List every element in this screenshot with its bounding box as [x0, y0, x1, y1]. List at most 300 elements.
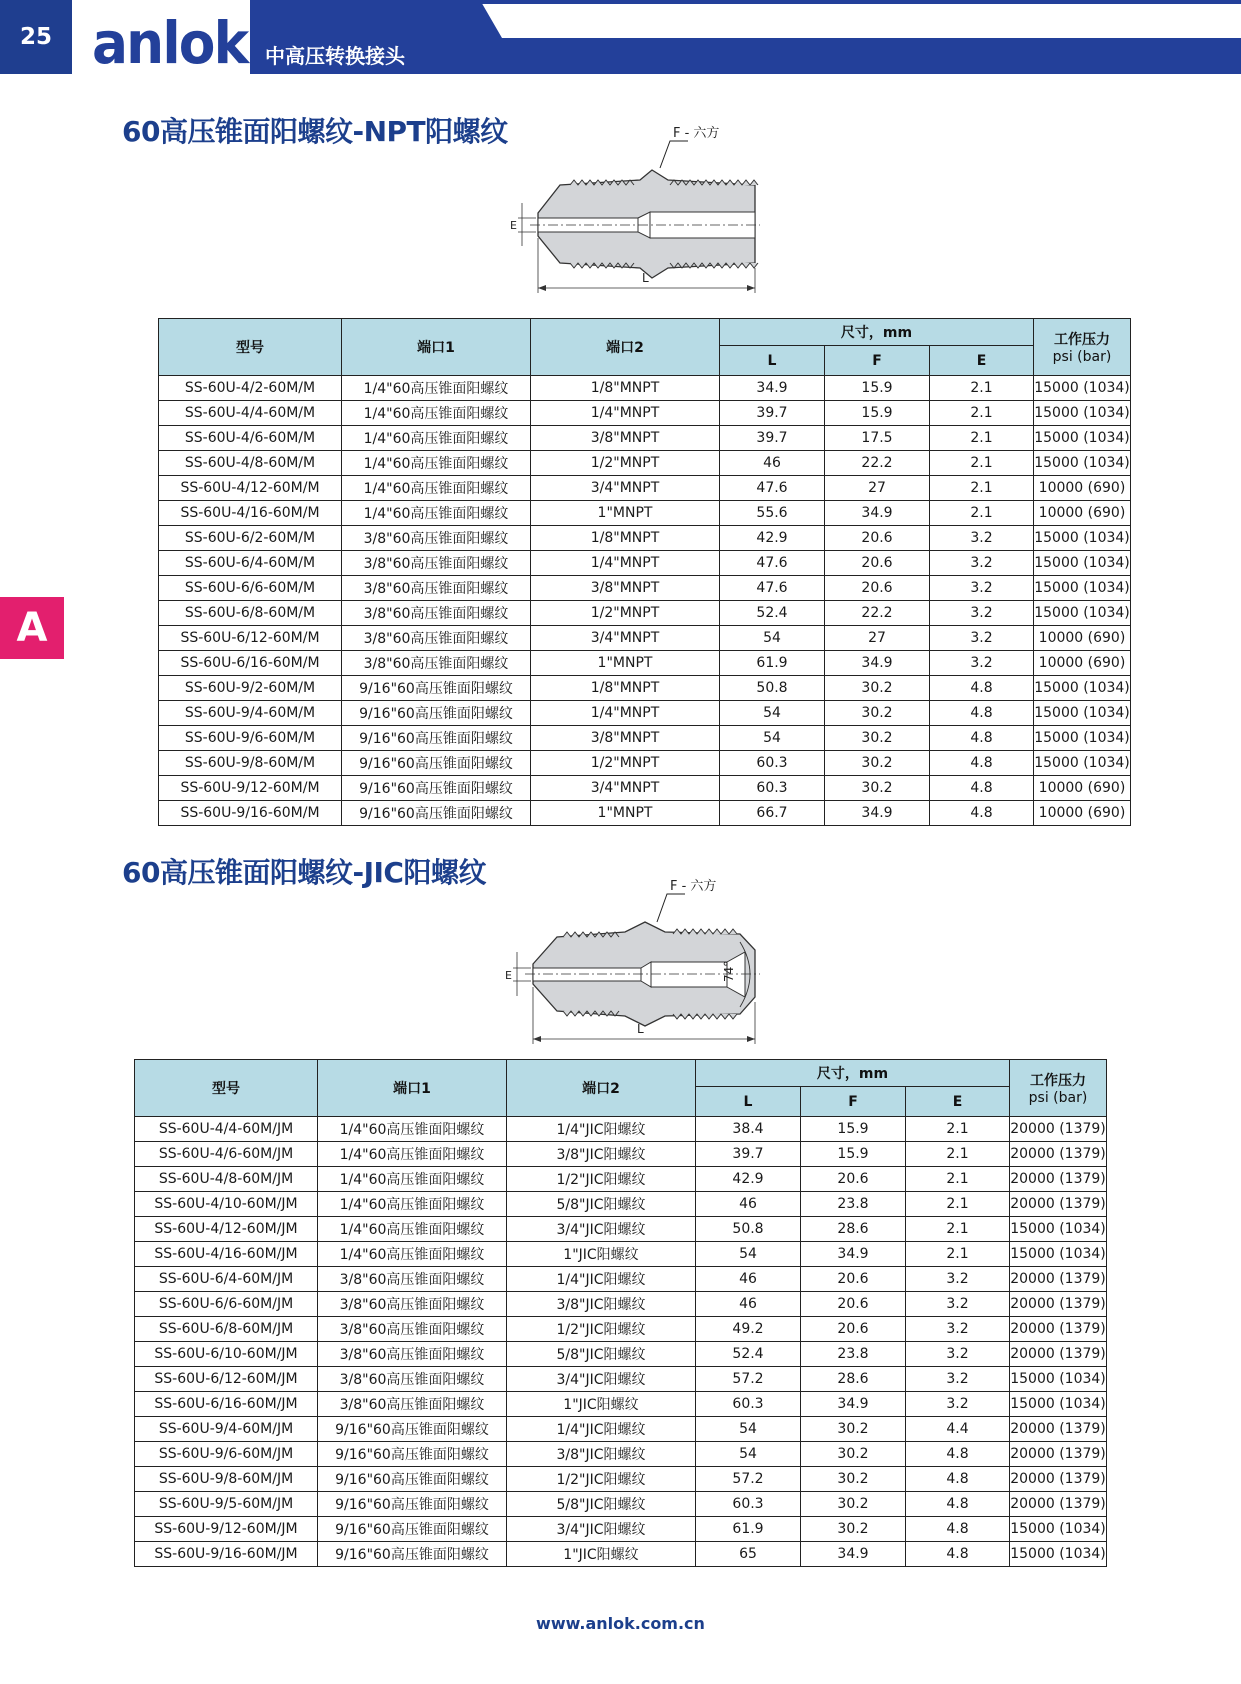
cell-port2: 1/2"JIC阳螺纹 [507, 1467, 696, 1492]
cell-E: 2.1 [930, 451, 1034, 476]
cell-F: 15.9 [825, 401, 930, 426]
cell-L: 54 [720, 726, 825, 751]
table-row [135, 1442, 1107, 1467]
cell-port1: 9/16"60高压锥面阳螺纹 [342, 701, 531, 726]
table-row [135, 1167, 1107, 1192]
cell-port2: 1/2"JIC阳螺纹 [507, 1167, 696, 1192]
cell-model: SS-60U-4/12-60M/JM [135, 1217, 318, 1242]
cell-L: 39.7 [696, 1142, 801, 1167]
cell-port2: 1/8"MNPT [531, 676, 720, 701]
cell-E: 4.4 [906, 1417, 1010, 1442]
cell-port1: 9/16"60高压锥面阳螺纹 [318, 1467, 507, 1492]
cell-port2: 1"JIC阳螺纹 [507, 1392, 696, 1417]
table-row [159, 601, 1131, 626]
cell-port2: 3/4"JIC阳螺纹 [507, 1217, 696, 1242]
cell-model: SS-60U-4/10-60M/JM [135, 1192, 318, 1217]
cell-F: 30.2 [825, 726, 930, 751]
cell-model: SS-60U-9/4-60M/M [159, 701, 342, 726]
cell-model: SS-60U-6/6-60M/M [159, 576, 342, 601]
cell-port1: 1/4"60高压锥面阳螺纹 [318, 1142, 507, 1167]
cell-pressure: 10000 (690) [1034, 476, 1131, 501]
table-row [135, 1342, 1107, 1367]
cell-L: 39.7 [720, 401, 825, 426]
cell-L: 46 [696, 1292, 801, 1317]
col-header-dimensions: 尺寸，mm [720, 319, 1034, 346]
cell-L: 42.9 [696, 1167, 801, 1192]
cell-port2: 3/4"JIC阳螺纹 [507, 1367, 696, 1392]
cell-model: SS-60U-6/8-60M/M [159, 601, 342, 626]
cell-port1: 3/8"60高压锥面阳螺纹 [318, 1342, 507, 1367]
cell-port1: 9/16"60高压锥面阳螺纹 [318, 1492, 507, 1517]
table-row [159, 451, 1131, 476]
cell-F: 34.9 [825, 801, 930, 826]
spec-table-npt [158, 318, 1131, 826]
cell-E: 2.1 [930, 426, 1034, 451]
cell-port2: 1"JIC阳螺纹 [507, 1542, 696, 1567]
cell-F: 27 [825, 626, 930, 651]
cell-port1: 3/8"60高压锥面阳螺纹 [318, 1292, 507, 1317]
table-row [135, 1267, 1107, 1292]
cell-port2: 3/4"JIC阳螺纹 [507, 1517, 696, 1542]
cell-port2: 3/8"MNPT [531, 426, 720, 451]
cell-port1: 9/16"60高压锥面阳螺纹 [318, 1517, 507, 1542]
cell-L: 39.7 [720, 426, 825, 451]
cell-port1: 1/4"60高压锥面阳螺纹 [318, 1242, 507, 1267]
hex-label: F - 六方 [673, 126, 720, 141]
cell-port1: 9/16"60高压锥面阳螺纹 [342, 801, 531, 826]
cell-pressure: 20000 (1379) [1010, 1442, 1107, 1467]
cell-port1: 9/16"60高压锥面阳螺纹 [318, 1542, 507, 1567]
cell-F: 28.6 [801, 1217, 906, 1242]
cell-port2: 3/8"JIC阳螺纹 [507, 1142, 696, 1167]
cell-L: 47.6 [720, 576, 825, 601]
cell-F: 17.5 [825, 426, 930, 451]
cell-F: 34.9 [825, 651, 930, 676]
cell-L: 60.3 [720, 751, 825, 776]
cell-port2: 1/2"JIC阳螺纹 [507, 1317, 696, 1342]
cell-E: 2.1 [906, 1217, 1010, 1242]
cell-F: 15.9 [801, 1142, 906, 1167]
cell-E: 4.8 [930, 676, 1034, 701]
table-row [135, 1292, 1107, 1317]
cell-F: 30.2 [801, 1442, 906, 1467]
cell-E: 2.1 [906, 1242, 1010, 1267]
cell-L: 61.9 [696, 1517, 801, 1542]
col-header-L: L [696, 1087, 801, 1117]
section-title-npt: 60高压锥面阳螺纹-NPT阳螺纹 [122, 115, 508, 148]
cell-port2: 1"JIC阳螺纹 [507, 1242, 696, 1267]
cell-pressure: 10000 (690) [1034, 651, 1131, 676]
cell-pressure: 20000 (1379) [1010, 1142, 1107, 1167]
cell-port2: 1/2"MNPT [531, 751, 720, 776]
table-row [159, 801, 1131, 826]
cell-E: 2.1 [906, 1142, 1010, 1167]
cell-port2: 1/4"JIC阳螺纹 [507, 1117, 696, 1142]
cell-port1: 9/16"60高压锥面阳螺纹 [318, 1442, 507, 1467]
svg-text:E: E [505, 969, 512, 982]
cell-model: SS-60U-6/16-60M/JM [135, 1392, 318, 1417]
cell-model: SS-60U-6/12-60M/M [159, 626, 342, 651]
cell-pressure: 10000 (690) [1034, 776, 1131, 801]
table-row [135, 1492, 1107, 1517]
cell-F: 20.6 [801, 1292, 906, 1317]
col-header-port1: 端口1 [318, 1060, 507, 1117]
cell-F: 30.2 [801, 1517, 906, 1542]
col-header-dimensions: 尺寸，mm [696, 1060, 1010, 1087]
cell-E: 2.1 [930, 401, 1034, 426]
cell-F: 30.2 [825, 776, 930, 801]
cell-E: 4.8 [930, 726, 1034, 751]
hex-label: F - 六方 [670, 879, 717, 894]
cell-pressure: 10000 (690) [1034, 626, 1131, 651]
cell-L: 57.2 [696, 1467, 801, 1492]
cell-model: SS-60U-4/2-60M/M [159, 376, 342, 401]
cell-port1: 1/4"60高压锥面阳螺纹 [342, 401, 531, 426]
table-row [159, 576, 1131, 601]
cell-E: 3.2 [906, 1367, 1010, 1392]
cell-model: SS-60U-9/2-60M/M [159, 676, 342, 701]
cell-E: 2.1 [906, 1167, 1010, 1192]
table-row [159, 526, 1131, 551]
svg-text:L: L [637, 1022, 644, 1036]
cell-pressure: 20000 (1379) [1010, 1192, 1107, 1217]
cell-port2: 3/4"MNPT [531, 476, 720, 501]
table-row [159, 701, 1131, 726]
cell-port2: 3/8"JIC阳螺纹 [507, 1442, 696, 1467]
table-row [135, 1417, 1107, 1442]
cell-port2: 1/4"JIC阳螺纹 [507, 1267, 696, 1292]
cell-port2: 5/8"JIC阳螺纹 [507, 1342, 696, 1367]
cell-E: 4.8 [906, 1517, 1010, 1542]
cell-E: 2.1 [930, 376, 1034, 401]
table-row [159, 376, 1131, 401]
cell-model: SS-60U-9/12-60M/JM [135, 1517, 318, 1542]
cell-port1: 1/4"60高压锥面阳螺纹 [342, 501, 531, 526]
col-header-L: L [720, 346, 825, 376]
cell-pressure: 20000 (1379) [1010, 1267, 1107, 1292]
cell-pressure: 10000 (690) [1034, 501, 1131, 526]
cell-model: SS-60U-9/4-60M/JM [135, 1417, 318, 1442]
cell-port2: 3/8"JIC阳螺纹 [507, 1292, 696, 1317]
cell-model: SS-60U-4/16-60M/M [159, 501, 342, 526]
table-row [135, 1517, 1107, 1542]
cell-model: SS-60U-6/10-60M/JM [135, 1342, 318, 1367]
cell-L: 47.6 [720, 476, 825, 501]
cell-model: SS-60U-9/6-60M/M [159, 726, 342, 751]
cell-pressure: 15000 (1034) [1010, 1517, 1107, 1542]
table-row [159, 501, 1131, 526]
cell-F: 30.2 [801, 1417, 906, 1442]
cell-L: 34.9 [720, 376, 825, 401]
cell-L: 66.7 [720, 801, 825, 826]
col-header-pressure: 工作压力 psi (bar) [1010, 1060, 1107, 1117]
cell-model: SS-60U-6/16-60M/M [159, 651, 342, 676]
cell-port2: 1/8"MNPT [531, 376, 720, 401]
col-header-port2: 端口2 [507, 1060, 696, 1117]
cell-port1: 1/4"60高压锥面阳螺纹 [342, 476, 531, 501]
cell-F: 30.2 [825, 701, 930, 726]
cell-port2: 1"MNPT [531, 501, 720, 526]
cell-E: 3.2 [930, 551, 1034, 576]
cell-port2: 1/4"MNPT [531, 701, 720, 726]
cell-F: 27 [825, 476, 930, 501]
cell-port2: 1/4"JIC阳螺纹 [507, 1417, 696, 1442]
cell-E: 3.2 [930, 651, 1034, 676]
cell-L: 54 [720, 701, 825, 726]
cell-model: SS-60U-6/2-60M/M [159, 526, 342, 551]
cell-pressure: 10000 (690) [1034, 801, 1131, 826]
cell-pressure: 20000 (1379) [1010, 1117, 1107, 1142]
cell-E: 3.2 [930, 576, 1034, 601]
cell-port1: 9/16"60高压锥面阳螺纹 [318, 1417, 507, 1442]
cell-L: 46 [720, 451, 825, 476]
cell-model: SS-60U-4/8-60M/JM [135, 1167, 318, 1192]
cell-E: 3.2 [930, 526, 1034, 551]
table-row [135, 1367, 1107, 1392]
table-row [159, 626, 1131, 651]
cell-F: 20.6 [825, 526, 930, 551]
cell-model: SS-60U-9/12-60M/M [159, 776, 342, 801]
cell-port1: 3/8"60高压锥面阳螺纹 [342, 601, 531, 626]
cell-model: SS-60U-9/8-60M/M [159, 751, 342, 776]
cell-E: 4.8 [930, 776, 1034, 801]
cell-port1: 1/4"60高压锥面阳螺纹 [318, 1217, 507, 1242]
cell-port1: 3/8"60高压锥面阳螺纹 [342, 576, 531, 601]
cell-E: 3.2 [906, 1292, 1010, 1317]
cell-model: SS-60U-4/4-60M/JM [135, 1117, 318, 1142]
table-row [159, 776, 1131, 801]
cell-F: 30.2 [825, 676, 930, 701]
cell-pressure: 15000 (1034) [1010, 1542, 1107, 1567]
cell-pressure: 20000 (1379) [1010, 1342, 1107, 1367]
cell-F: 23.8 [801, 1342, 906, 1367]
cell-port2: 1/2"MNPT [531, 601, 720, 626]
cell-E: 3.2 [906, 1317, 1010, 1342]
table-row [159, 726, 1131, 751]
section-title-jic: 60高压锥面阳螺纹-JIC阳螺纹 [122, 856, 486, 889]
cell-L: 54 [696, 1442, 801, 1467]
cell-pressure: 15000 (1034) [1034, 576, 1131, 601]
table-row [159, 651, 1131, 676]
cell-F: 15.9 [825, 376, 930, 401]
cell-model: SS-60U-9/16-60M/M [159, 801, 342, 826]
cell-L: 52.4 [696, 1342, 801, 1367]
cell-L: 54 [696, 1417, 801, 1442]
col-header-E: E [930, 346, 1034, 376]
cell-L: 55.6 [720, 501, 825, 526]
cell-F: 23.8 [801, 1192, 906, 1217]
cell-model: SS-60U-9/5-60M/JM [135, 1492, 318, 1517]
cell-F: 20.6 [801, 1267, 906, 1292]
table-row [135, 1192, 1107, 1217]
table-row [135, 1467, 1107, 1492]
cell-L: 60.3 [720, 776, 825, 801]
cell-E: 4.8 [906, 1467, 1010, 1492]
cell-model: SS-60U-4/16-60M/JM [135, 1242, 318, 1267]
cell-pressure: 15000 (1034) [1034, 376, 1131, 401]
cell-F: 30.2 [801, 1467, 906, 1492]
col-header-E: E [906, 1087, 1010, 1117]
cell-model: SS-60U-9/16-60M/JM [135, 1542, 318, 1567]
cell-E: 4.8 [906, 1492, 1010, 1517]
section-tab: A [0, 597, 64, 659]
cell-L: 38.4 [696, 1117, 801, 1142]
cell-port1: 9/16"60高压锥面阳螺纹 [342, 776, 531, 801]
cell-pressure: 15000 (1034) [1034, 726, 1131, 751]
cell-E: 3.2 [906, 1342, 1010, 1367]
cell-port1: 3/8"60高压锥面阳螺纹 [318, 1267, 507, 1292]
table-row [135, 1392, 1107, 1417]
cell-E: 4.8 [906, 1542, 1010, 1567]
col-header-model: 型号 [135, 1060, 318, 1117]
col-header-port2: 端口2 [531, 319, 720, 376]
cell-model: SS-60U-6/12-60M/JM [135, 1367, 318, 1392]
cell-port1: 9/16"60高压锥面阳螺纹 [342, 751, 531, 776]
cell-L: 65 [696, 1542, 801, 1567]
cell-port1: 3/8"60高压锥面阳螺纹 [318, 1317, 507, 1342]
cell-E: 4.8 [930, 701, 1034, 726]
table-row [135, 1242, 1107, 1267]
cell-port2: 5/8"JIC阳螺纹 [507, 1192, 696, 1217]
cell-L: 52.4 [720, 601, 825, 626]
cell-port2: 1/4"MNPT [531, 401, 720, 426]
cell-pressure: 20000 (1379) [1010, 1292, 1107, 1317]
svg-text:L: L [642, 271, 649, 285]
cell-F: 34.9 [801, 1542, 906, 1567]
cell-L: 42.9 [720, 526, 825, 551]
cell-E: 3.2 [930, 601, 1034, 626]
cell-port2: 3/4"MNPT [531, 626, 720, 651]
cell-L: 46 [696, 1267, 801, 1292]
cell-F: 34.9 [825, 501, 930, 526]
cell-F: 20.6 [825, 551, 930, 576]
cell-F: 20.6 [801, 1317, 906, 1342]
cell-port1: 3/8"60高压锥面阳螺纹 [342, 526, 531, 551]
footer-url[interactable]: www.anlok.com.cn [536, 1614, 705, 1633]
cell-L: 54 [720, 626, 825, 651]
diagram-jic [505, 872, 770, 1056]
cell-port1: 1/4"60高压锥面阳螺纹 [342, 451, 531, 476]
cell-E: 4.8 [930, 751, 1034, 776]
cell-model: SS-60U-6/4-60M/JM [135, 1267, 318, 1292]
cell-model: SS-60U-9/6-60M/JM [135, 1442, 318, 1467]
table-row [159, 551, 1131, 576]
cell-model: SS-60U-4/8-60M/M [159, 451, 342, 476]
cell-pressure: 15000 (1034) [1034, 451, 1131, 476]
table-row [135, 1142, 1107, 1167]
cell-F: 28.6 [801, 1367, 906, 1392]
cell-port2: 3/8"MNPT [531, 726, 720, 751]
cell-model: SS-60U-9/8-60M/JM [135, 1467, 318, 1492]
cell-port2: 5/8"JIC阳螺纹 [507, 1492, 696, 1517]
cell-port1: 3/8"60高压锥面阳螺纹 [342, 551, 531, 576]
cell-port2: 1/4"MNPT [531, 551, 720, 576]
col-header-model: 型号 [159, 319, 342, 376]
cell-L: 49.2 [696, 1317, 801, 1342]
table-row [135, 1542, 1107, 1567]
cell-pressure: 15000 (1034) [1034, 426, 1131, 451]
cell-port2: 1"MNPT [531, 801, 720, 826]
cell-L: 54 [696, 1242, 801, 1267]
cell-port1: 9/16"60高压锥面阳螺纹 [342, 676, 531, 701]
cell-pressure: 15000 (1034) [1034, 551, 1131, 576]
cell-F: 30.2 [801, 1492, 906, 1517]
cell-pressure: 20000 (1379) [1010, 1417, 1107, 1442]
col-header-pressure: 工作压力 psi (bar) [1034, 319, 1131, 376]
cell-pressure: 15000 (1034) [1010, 1367, 1107, 1392]
header-title: 中高压转换接头 [265, 44, 405, 68]
col-header-F: F [825, 346, 930, 376]
cell-model: SS-60U-4/4-60M/M [159, 401, 342, 426]
cell-pressure: 15000 (1034) [1010, 1217, 1107, 1242]
cell-F: 20.6 [801, 1167, 906, 1192]
cell-port1: 3/8"60高压锥面阳螺纹 [342, 651, 531, 676]
cell-port1: 3/8"60高压锥面阳螺纹 [318, 1367, 507, 1392]
cell-pressure: 15000 (1034) [1034, 601, 1131, 626]
cell-model: SS-60U-4/12-60M/M [159, 476, 342, 501]
cell-port1: 1/4"60高压锥面阳螺纹 [342, 376, 531, 401]
cell-port1: 9/16"60高压锥面阳螺纹 [342, 726, 531, 751]
cell-port1: 1/4"60高压锥面阳螺纹 [318, 1167, 507, 1192]
cell-F: 34.9 [801, 1242, 906, 1267]
table-row [159, 751, 1131, 776]
cell-F: 20.6 [825, 576, 930, 601]
cell-E: 3.2 [906, 1392, 1010, 1417]
cell-F: 22.2 [825, 451, 930, 476]
cell-pressure: 15000 (1034) [1034, 401, 1131, 426]
cell-E: 3.2 [930, 626, 1034, 651]
cell-F: 30.2 [825, 751, 930, 776]
cell-port2: 1"MNPT [531, 651, 720, 676]
cell-E: 2.1 [930, 501, 1034, 526]
col-header-F: F [801, 1087, 906, 1117]
cell-L: 61.9 [720, 651, 825, 676]
table-row [159, 676, 1131, 701]
spec-table-jic [134, 1059, 1107, 1567]
table-row [159, 476, 1131, 501]
cell-E: 4.8 [930, 801, 1034, 826]
table-row [135, 1217, 1107, 1242]
cell-F: 22.2 [825, 601, 930, 626]
cell-port1: 1/4"60高压锥面阳螺纹 [342, 426, 531, 451]
cell-E: 2.1 [906, 1192, 1010, 1217]
cell-L: 50.8 [696, 1217, 801, 1242]
cell-E: 2.1 [906, 1117, 1010, 1142]
table-row [135, 1317, 1107, 1342]
cell-pressure: 20000 (1379) [1010, 1492, 1107, 1517]
svg-text:E: E [510, 219, 517, 232]
cell-F: 15.9 [801, 1117, 906, 1142]
col-header-port1: 端口1 [342, 319, 531, 376]
cell-port2: 1/2"MNPT [531, 451, 720, 476]
brand-logo: anlok [92, 9, 248, 77]
cell-L: 46 [696, 1192, 801, 1217]
cell-pressure: 15000 (1034) [1034, 701, 1131, 726]
cell-pressure: 15000 (1034) [1034, 526, 1131, 551]
cell-L: 50.8 [720, 676, 825, 701]
cell-port1: 1/4"60高压锥面阳螺纹 [318, 1117, 507, 1142]
cell-L: 47.6 [720, 551, 825, 576]
cell-port2: 3/4"MNPT [531, 776, 720, 801]
cell-model: SS-60U-4/6-60M/JM [135, 1142, 318, 1167]
page-number: 25 [0, 0, 72, 74]
table-row [159, 401, 1131, 426]
diagram-npt [510, 118, 770, 307]
cell-L: 57.2 [696, 1367, 801, 1392]
cell-pressure: 15000 (1034) [1010, 1392, 1107, 1417]
cell-port1: 1/4"60高压锥面阳螺纹 [318, 1192, 507, 1217]
svg-text:74°: 74° [722, 960, 736, 982]
